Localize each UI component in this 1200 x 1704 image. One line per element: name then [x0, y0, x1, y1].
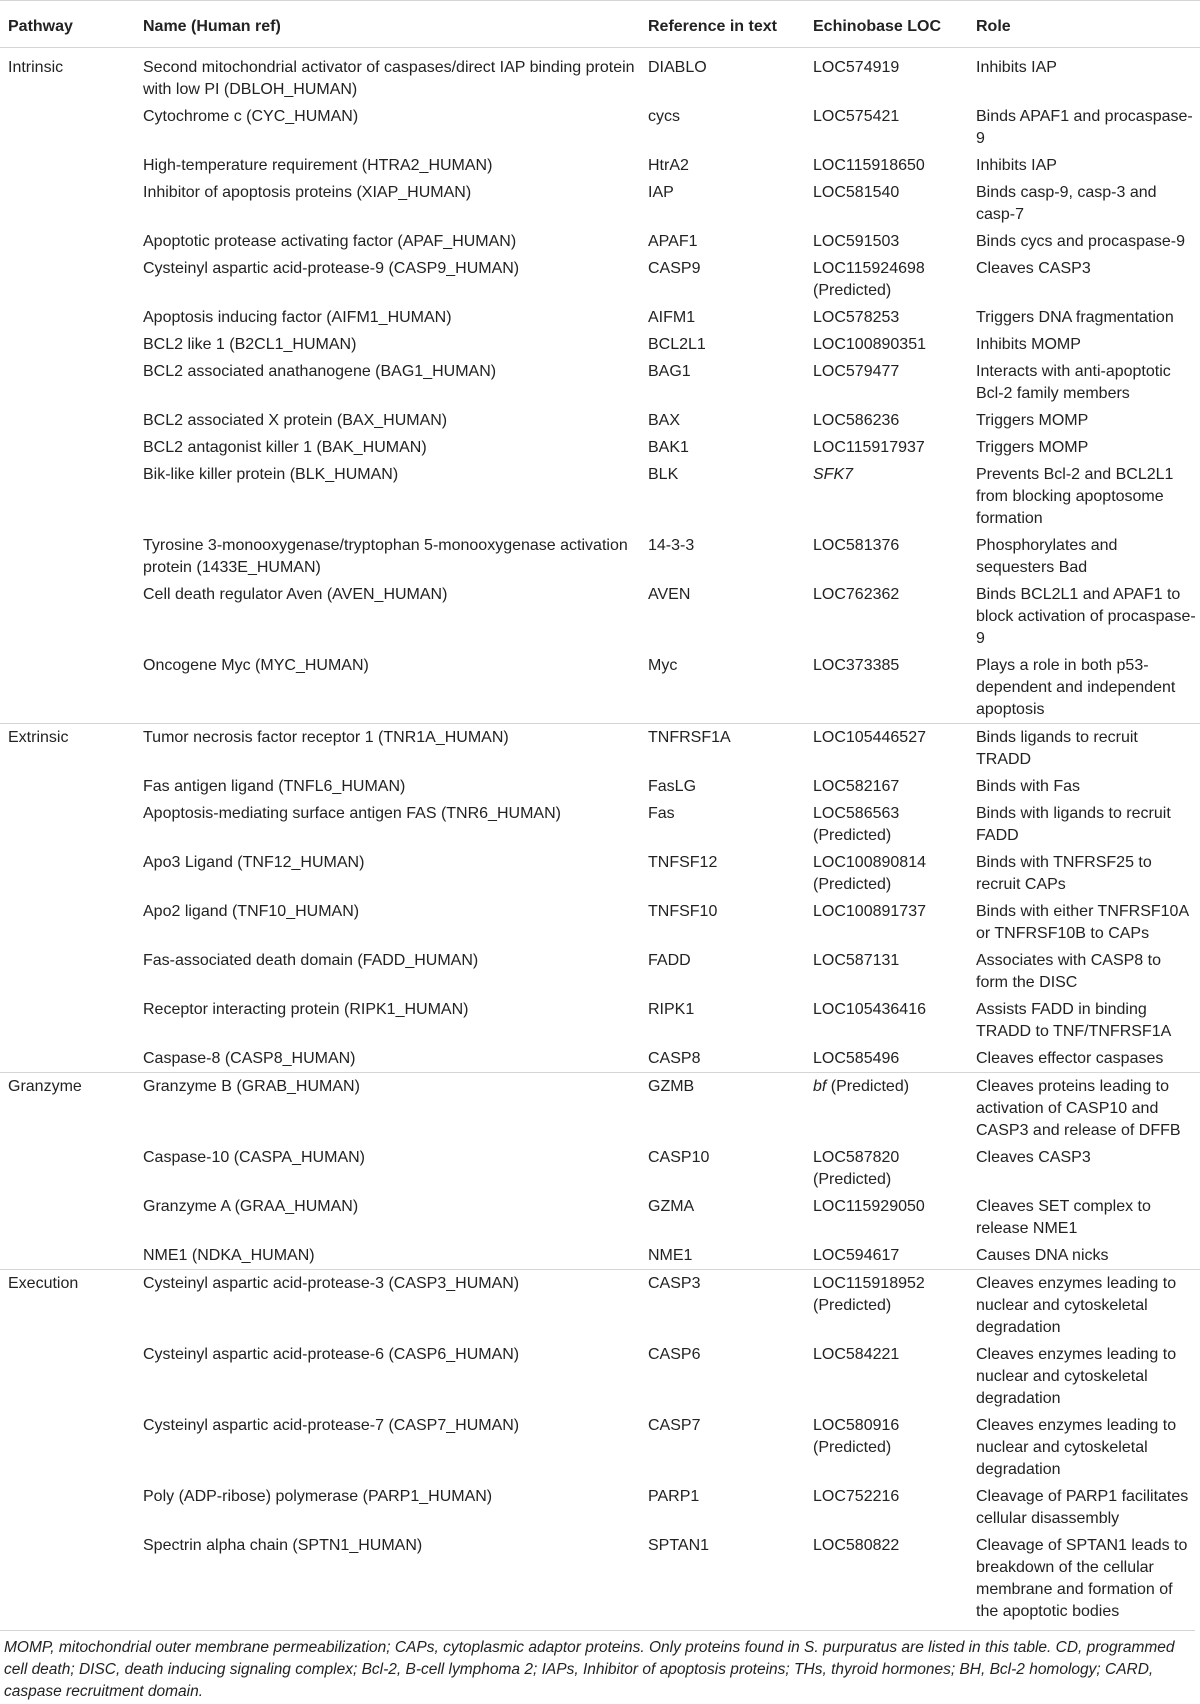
name-cell: BCL2 like 1 (B2CL1_HUMAN) — [143, 336, 357, 353]
loc-cell: LOC115917937 — [813, 439, 925, 456]
name-cell: Apo2 ligand (TNF10_HUMAN) — [143, 903, 360, 920]
loc-cell: LOC115918952 (Predicted) — [805, 1270, 968, 1342]
pathway-cell — [0, 358, 135, 407]
table-header — [0, 1, 1200, 48]
reference-cell: 14-3-3 — [648, 537, 695, 554]
pathway-cell — [0, 898, 135, 947]
pathway-cell — [0, 532, 135, 581]
role-cell: Triggers MOMP — [976, 439, 1089, 456]
reference-cell: CASP6 — [648, 1346, 701, 1363]
name-cell: Receptor interacting protein (RIPK1_HUMAN) — [143, 1001, 469, 1018]
reference-cell: BAK1 — [648, 439, 689, 456]
loc-cell: LOC105446527 — [805, 724, 968, 774]
reference-cell: GZMA — [648, 1198, 695, 1215]
table-body — [0, 48, 1200, 1633]
loc-cell: LOC100890814 (Predicted) — [813, 854, 926, 893]
role-cell: Cleaves enzymes leading to nuclear and cytoskeletal degradation — [976, 1346, 1177, 1407]
role-cell: Binds casp-9, casp-3 and casp-7 — [976, 184, 1157, 223]
role-cell: Plays a role in both p53-dependent and independent apoptosis — [976, 657, 1176, 718]
reference-cell: APAF1 — [648, 233, 698, 250]
pathway-cell — [0, 1045, 135, 1073]
name-cell: Tyrosine 3-monooxygenase/tryptophan 5-monooxygenase activation protein (1433E_HUMAN) — [143, 537, 628, 576]
loc-cell — [805, 1073, 968, 1145]
pathway-cell: Extrinsic — [0, 724, 135, 774]
pathway-cell — [0, 1193, 135, 1242]
loc-cell: LOC585496 — [813, 1050, 900, 1067]
table-row — [0, 849, 1200, 898]
loc-cell: LOC580822 — [813, 1537, 900, 1554]
role-cell: Assists FADD in binding TRADD to TNF/TNFRSF1A — [976, 1001, 1172, 1040]
pathway-cell — [0, 1532, 135, 1632]
loc-cell: LOC115924698 (Predicted) — [813, 260, 925, 299]
name-cell: NME1 (NDKA_HUMAN) — [143, 1247, 315, 1264]
loc-cell: LOC762362 — [813, 586, 900, 603]
pathway-cell — [0, 581, 135, 652]
reference-cell: RIPK1 — [648, 1001, 695, 1018]
table-row — [0, 800, 1200, 849]
role-cell: Cleaves proteins leading to activation of CASP10 and CASP3 and release of DFFB — [968, 1073, 1200, 1145]
loc-cell: LOC574919 — [813, 59, 900, 76]
pathway-cell — [0, 1412, 135, 1483]
role-cell: Binds with Fas — [976, 778, 1081, 795]
name-cell: Cell death regulator Aven (AVEN_HUMAN) — [143, 586, 448, 603]
table-footnote: MOMP, mitochondrial outer membrane permeabilization; CAPs, cytoplasmic adaptor proteins. Only proteins found in S. purpuratus are listed in this table. CD, programmed cell death; DISC, death inducing signaling complex; Bcl-2, B-cell lymphoma 2; IAPs, Inhibitor of apoptosis proteins; THs, thyroid hormones; BH, Bcl-2 homology; CARD, caspase recruitment domain. — [0, 1630, 1195, 1703]
loc-cell: LOC581540 — [813, 184, 900, 201]
role-cell: Binds with either TNFRSF10A or TNFRSF10B to CAPs — [976, 903, 1189, 942]
table-row — [0, 1242, 1200, 1270]
loc-cell: LOC100891737 — [813, 903, 926, 920]
name-cell: Apoptosis inducing factor (AIFM1_HUMAN) — [143, 309, 452, 326]
name-cell: BCL2 antagonist killer 1 (BAK_HUMAN) — [143, 439, 427, 456]
role-cell: Phosphorylates and sequesters Bad — [976, 537, 1118, 576]
reference-cell: BAG1 — [648, 363, 691, 380]
loc-cell: LOC579477 — [813, 363, 900, 380]
role-cell: Cleaves enzymes leading to nuclear and cytoskeletal degradation — [976, 1417, 1177, 1478]
reference-cell: HtrA2 — [648, 157, 689, 174]
role-cell: Associates with CASP8 to form the DISC — [976, 952, 1161, 991]
role-cell: Cleavage of PARP1 facilitates cellular disassembly — [976, 1488, 1189, 1527]
role-cell: Binds cycs and procaspase-9 — [976, 233, 1185, 250]
name-cell: Apoptotic protease activating factor (APAF_HUMAN) — [143, 233, 517, 250]
pathway-cell — [0, 1242, 135, 1270]
name-cell: Fas antigen ligand (TNFL6_HUMAN) — [143, 778, 406, 795]
role-cell: Binds BCL2L1 and APAF1 to block activation of procaspase-9 — [976, 586, 1196, 647]
pathway-cell — [0, 461, 135, 532]
reference-cell: CASP8 — [648, 1050, 701, 1067]
name-cell: Granzyme B (GRAB_HUMAN) — [135, 1073, 640, 1145]
pathway-cell — [0, 407, 135, 434]
loc-italic-text: bf — [813, 1078, 827, 1095]
name-cell: Cysteinyl aspartic acid-protease-6 (CASP6_HUMAN) — [143, 1346, 520, 1363]
table-row — [0, 996, 1200, 1045]
name-cell: Granzyme A (GRAA_HUMAN) — [143, 1198, 359, 1215]
pathway-cell — [0, 996, 135, 1045]
header-reference: Reference in text — [640, 1, 805, 48]
pathway-cell — [0, 255, 135, 304]
loc-cell: LOC586563 (Predicted) — [813, 805, 900, 844]
loc-cell: LOC373385 — [813, 657, 900, 674]
loc-cell: LOC100890351 — [813, 336, 926, 353]
table-row — [0, 48, 1200, 104]
table-row — [0, 1270, 1200, 1342]
name-cell: High-temperature requirement (HTRA2_HUMAN) — [143, 157, 493, 174]
reference-cell: FasLG — [648, 778, 697, 795]
table-row — [0, 773, 1200, 800]
header-loc: Echinobase LOC — [805, 1, 968, 48]
pathway-cell — [0, 331, 135, 358]
table-row — [0, 652, 1200, 724]
role-cell: Cleaves enzymes leading to nuclear and cytoskeletal degradation — [968, 1270, 1200, 1342]
loc-suffix-text: (Predicted) — [826, 1078, 910, 1095]
pathway-cell — [0, 1341, 135, 1412]
table-row — [0, 1483, 1200, 1532]
table-row — [0, 1144, 1200, 1193]
role-cell: Cleaves effector caspases — [976, 1050, 1164, 1067]
pathway-cell — [0, 1144, 135, 1193]
table-row — [0, 103, 1200, 152]
loc-cell: LOC587131 — [813, 952, 900, 969]
role-cell: Cleaves CASP3 — [976, 1149, 1091, 1166]
name-cell: Tumor necrosis factor receptor 1 (TNR1A_HUMAN) — [135, 724, 640, 774]
reference-cell: BCL2L1 — [648, 336, 706, 353]
name-cell: Cysteinyl aspartic acid-protease-3 (CASP3_HUMAN) — [135, 1270, 640, 1342]
pathway-cell — [0, 179, 135, 228]
pathway-cell — [0, 434, 135, 461]
table-row — [0, 1193, 1200, 1242]
pathway-cell: Intrinsic — [8, 59, 64, 76]
role-cell: Binds with TNFRSF25 to recruit CAPs — [976, 854, 1152, 893]
role-cell: Cleaves CASP3 — [976, 260, 1091, 277]
pathway-cell: Granzyme — [0, 1073, 135, 1145]
loc-cell: LOC575421 — [813, 108, 900, 125]
loc-cell: LOC115918650 — [813, 157, 925, 174]
role-cell: Prevents Bcl-2 and BCL2L1 from blocking apoptosome formation — [976, 466, 1174, 527]
loc-cell: LOC115929050 — [813, 1198, 925, 1215]
reference-cell: CASP3 — [640, 1270, 805, 1342]
reference-cell: CASP7 — [648, 1417, 701, 1434]
role-cell: Cleaves SET complex to release NME1 — [976, 1198, 1151, 1237]
loc-cell: LOC105436416 — [813, 1001, 926, 1018]
header-role: Role — [968, 1, 1200, 48]
table-row — [0, 331, 1200, 358]
role-cell: Binds ligands to recruit TRADD — [968, 724, 1200, 774]
reference-cell: IAP — [648, 184, 674, 201]
reference-cell: Myc — [648, 657, 678, 674]
table-row — [0, 304, 1200, 331]
loc-cell — [805, 461, 968, 532]
table-row — [0, 228, 1200, 255]
reference-cell: TNFRSF1A — [640, 724, 805, 774]
reference-cell: CASP9 — [648, 260, 701, 277]
header-row — [0, 1, 1200, 48]
pathway-cell — [0, 152, 135, 179]
table-row — [0, 461, 1200, 532]
header-pathway: Pathway — [0, 1, 135, 48]
reference-cell: AVEN — [648, 586, 691, 603]
pathway-cell — [0, 1483, 135, 1532]
reference-cell: BAX — [648, 412, 681, 429]
table-row — [0, 434, 1200, 461]
reference-cell: AIFM1 — [648, 309, 696, 326]
pathway-cell — [0, 652, 135, 724]
loc-cell: LOC591503 — [813, 233, 900, 250]
table-row — [0, 407, 1200, 434]
table-row — [0, 179, 1200, 228]
loc-cell: LOC752216 — [813, 1488, 900, 1505]
loc-cell: LOC581376 — [813, 537, 900, 554]
loc-cell: LOC594617 — [813, 1247, 900, 1264]
table-row — [0, 532, 1200, 581]
name-cell: Second mitochondrial activator of caspases/direct IAP binding protein with low PI (DBLOH_HUMAN) — [143, 59, 635, 98]
reference-cell: SPTAN1 — [648, 1537, 710, 1554]
loc-cell: LOC580916 (Predicted) — [813, 1417, 900, 1456]
role-cell: Causes DNA nicks — [976, 1247, 1109, 1264]
reference-cell: Fas — [648, 805, 675, 822]
pathway-cell — [0, 773, 135, 800]
name-cell: Caspase-8 (CASP8_HUMAN) — [143, 1050, 356, 1067]
loc-cell: LOC578253 — [813, 309, 900, 326]
loc-cell: LOC582167 — [813, 778, 900, 795]
name-cell: Bik-like killer protein (BLK_HUMAN) — [143, 466, 399, 483]
reference-cell: BLK — [648, 466, 679, 483]
reference-cell: CASP10 — [648, 1149, 710, 1166]
loc-italic-text: SFK7 — [813, 466, 854, 483]
table-row — [0, 255, 1200, 304]
name-cell: Oncogene Myc (MYC_HUMAN) — [143, 657, 369, 674]
reference-cell: NME1 — [648, 1247, 693, 1264]
name-cell: Fas-associated death domain (FADD_HUMAN) — [143, 952, 479, 969]
table-row — [0, 1412, 1200, 1483]
role-cell: Inhibits MOMP — [976, 336, 1081, 353]
loc-cell: LOC586236 — [813, 412, 900, 429]
reference-cell: PARP1 — [648, 1488, 700, 1505]
name-cell: Cysteinyl aspartic acid-protease-7 (CASP7_HUMAN) — [143, 1417, 520, 1434]
name-cell: Cytochrome c (CYC_HUMAN) — [143, 108, 359, 125]
reference-cell: TNFSF12 — [648, 854, 718, 871]
pathway-cell — [0, 849, 135, 898]
pathway-cell — [0, 800, 135, 849]
role-cell: Inhibits IAP — [976, 59, 1057, 76]
name-cell: Cysteinyl aspartic acid-protease-9 (CASP9_HUMAN) — [143, 260, 520, 277]
reference-cell: TNFSF10 — [648, 903, 718, 920]
role-cell: Interacts with anti-apoptotic Bcl-2 family members — [976, 363, 1171, 402]
name-cell: Apoptosis-mediating surface antigen FAS (TNR6_HUMAN) — [143, 805, 561, 822]
pathway-cell — [0, 103, 135, 152]
pathway-cell — [0, 304, 135, 331]
reference-cell: FADD — [648, 952, 691, 969]
role-cell: Triggers MOMP — [976, 412, 1089, 429]
header-name: Name (Human ref) — [135, 1, 640, 48]
name-cell: BCL2 associated X protein (BAX_HUMAN) — [143, 412, 448, 429]
name-cell: Inhibitor of apoptosis proteins (XIAP_HUMAN) — [143, 184, 472, 201]
loc-cell: LOC587820 (Predicted) — [813, 1149, 900, 1188]
role-cell: Triggers DNA fragmentation — [976, 309, 1174, 326]
reference-cell: DIABLO — [648, 59, 707, 76]
table-row — [0, 581, 1200, 652]
role-cell: Binds APAF1 and procaspase-9 — [976, 108, 1193, 147]
table-row — [0, 898, 1200, 947]
table-row — [0, 724, 1200, 774]
name-cell: BCL2 associated anathanogene (BAG1_HUMAN) — [143, 363, 497, 380]
table-row — [0, 1532, 1200, 1632]
pathway-cell — [0, 947, 135, 996]
table-row — [0, 152, 1200, 179]
role-cell: Binds with ligands to recruit FADD — [976, 805, 1171, 844]
reference-cell: GZMB — [640, 1073, 805, 1145]
reference-cell: cycs — [648, 108, 680, 125]
table-row — [0, 1073, 1200, 1145]
name-cell: Poly (ADP-ribose) polymerase (PARP1_HUMAN) — [143, 1488, 493, 1505]
table-row — [0, 947, 1200, 996]
name-cell: Spectrin alpha chain (SPTN1_HUMAN) — [143, 1537, 423, 1554]
pathway-cell — [0, 228, 135, 255]
role-cell: Inhibits IAP — [976, 157, 1057, 174]
role-cell: Cleavage of SPTAN1 leads to breakdown of the cellular membrane and formation of the apoptotic bodies — [976, 1537, 1188, 1620]
table-row — [0, 1045, 1200, 1073]
table-row — [0, 1341, 1200, 1412]
loc-cell: LOC584221 — [813, 1346, 900, 1363]
table-row — [0, 358, 1200, 407]
name-cell: Caspase-10 (CASPA_HUMAN) — [143, 1149, 365, 1166]
name-cell: Apo3 Ligand (TNF12_HUMAN) — [143, 854, 365, 871]
pathway-cell: Execution — [0, 1270, 135, 1342]
